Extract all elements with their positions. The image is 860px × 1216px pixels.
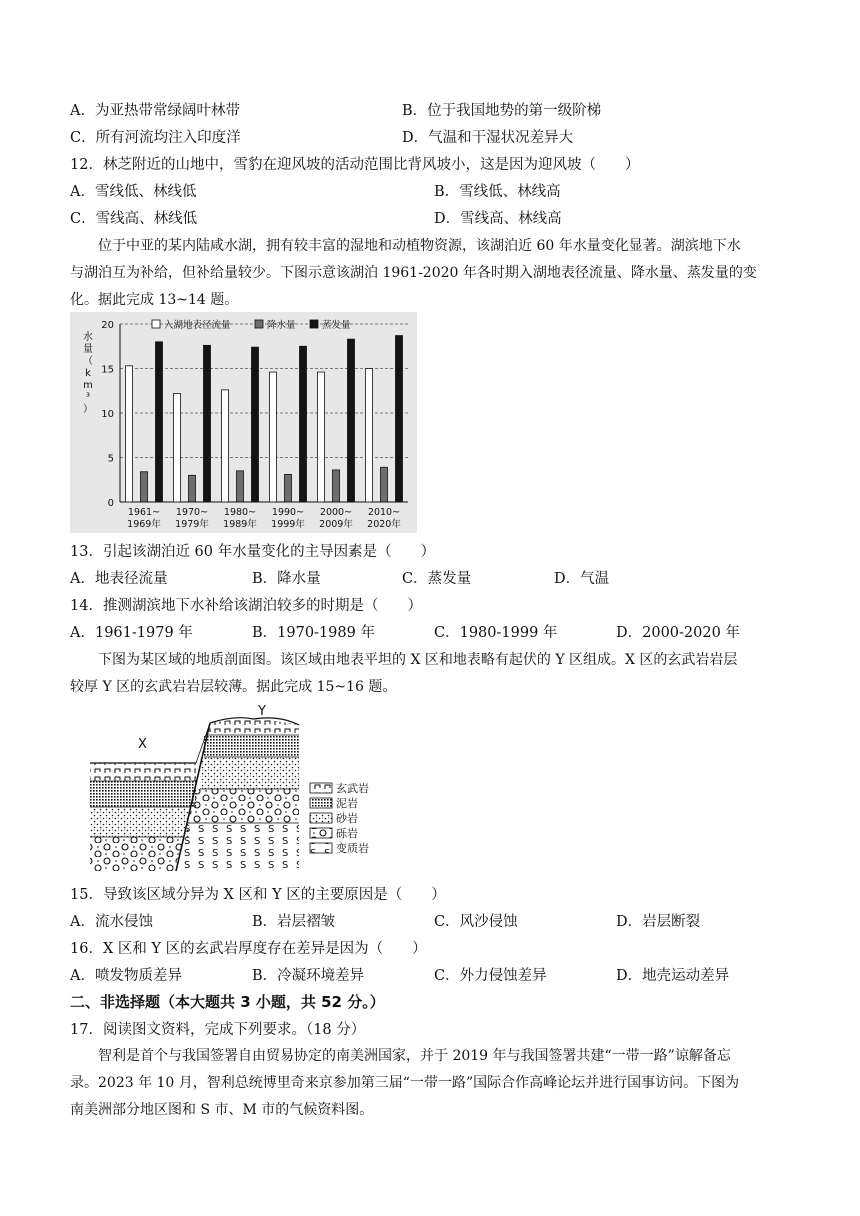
legend-label: 入湖地表径流量	[164, 320, 231, 331]
intro15-line-2: 较厚 Y 区的玄武岩岩层较薄。据此完成 15~16 题。	[70, 679, 397, 695]
geology-legend	[310, 781, 369, 855]
q16-option-c: C．外力侵蚀差异	[434, 968, 547, 984]
bar	[381, 467, 388, 502]
legend-label: 蒸发量	[322, 320, 351, 331]
q17-line-2: 录。2023 年 10 月，智利总统博里奇来京参加第三届“一带一路”国际合作高峰论坛并进行国事访问。下图为	[70, 1075, 740, 1091]
q15-stem: 15．导致该区域分异为 X 区和 Y 区的主要原因是（ ）	[70, 887, 446, 903]
chart-svg	[70, 312, 417, 533]
intro13-line-3: 化。据此完成 13~14 题。	[70, 292, 239, 308]
x-tick-label: 1980~	[223, 507, 257, 518]
y-axis-label-char: ³	[85, 392, 91, 403]
q17-stem: 17．阅读图文资料，完成下列要求。（18 分）	[70, 1022, 366, 1038]
x-tick-label: 1989年	[223, 519, 257, 530]
y-tick-label: 20	[101, 320, 114, 331]
intro13-line-2: 与湖泊互为补给，但补给量较少。下图示意该湖泊 1961-2020 年各时期入湖地表径流量、降水量、蒸发量的变	[70, 265, 757, 281]
legend-conglomerate: 砾岩	[336, 827, 358, 840]
x-tick-label: 1970~	[175, 507, 209, 518]
legend-swatch	[255, 320, 263, 328]
y-axis-label-char: ）	[83, 404, 93, 415]
label-y: Y	[258, 704, 266, 719]
bar	[318, 372, 325, 502]
q11-option-b: B．位于我国地势的第一级阶梯	[402, 103, 602, 119]
q11-option-a: A．为亚热带常绿阔叶林带	[70, 103, 240, 119]
q16-option-b: B．冷凝环境差异	[252, 968, 365, 984]
q13-option-a: A．地表径流量	[70, 571, 168, 587]
y-tick-label: 0	[107, 498, 114, 509]
x-tick-label: 1969年	[127, 519, 161, 530]
q14-option-a: A．1961-1979 年	[70, 625, 193, 641]
q17-line-1: 智利是首个与我国签署自由贸易协定的南美洲国家，并于 2019 年与我国签署共建“一带一路”谅解备忘	[98, 1048, 731, 1064]
y-axis-label-char: m	[83, 380, 93, 391]
q13-option-d: D．气温	[554, 571, 610, 587]
geology-section-figure	[84, 703, 404, 875]
q16-stem: 16．X 区和 Y 区的玄武岩厚度存在差异是因为（ ）	[70, 941, 427, 957]
q16-option-d: D．地壳运动差异	[616, 968, 730, 984]
q17-line-3: 南美洲部分地区图和 S 市、M 市的气候资料图。	[70, 1102, 374, 1118]
x-tick-label: 1999年	[271, 519, 305, 530]
bar	[141, 472, 148, 502]
q15-option-a: A．流水侵蚀	[70, 914, 153, 930]
x-tick-label: 2010~	[367, 507, 401, 518]
bar	[156, 342, 163, 502]
y-axis-label-char: （	[83, 356, 93, 367]
label-x: X	[138, 737, 147, 752]
x-tick-label: 2009年	[319, 519, 353, 530]
q11-option-c: C．所有河流均注入印度洋	[70, 130, 241, 146]
y-tick-label: 10	[101, 409, 114, 420]
water-balance-chart	[70, 312, 417, 533]
bar	[252, 347, 259, 502]
bar	[300, 346, 307, 502]
bar	[270, 372, 277, 502]
q14-option-b: B．1970-1989 年	[252, 625, 375, 641]
y-axis-label-char: 量	[83, 344, 93, 355]
intro15-line-1: 下图为某区域的地质剖面图。该区域由地表平坦的 X 区和地表略有起伏的 Y 区组成。X 区的玄武岩岩层	[98, 652, 738, 668]
q12-option-c: C．雪线高、林线低	[70, 211, 198, 227]
q15-option-c: C．风沙侵蚀	[434, 914, 518, 930]
x-tick-label: 1979年	[175, 519, 209, 530]
y-axis-label-char: k	[85, 368, 91, 379]
x-tick-label: 1961~	[127, 507, 161, 518]
bar	[126, 366, 133, 502]
bar	[333, 470, 340, 502]
q12-option-d: D．雪线高、林线高	[434, 211, 562, 227]
q14-option-d: D．2000-2020 年	[616, 625, 740, 641]
bar	[222, 390, 229, 502]
y-axis-label-char: 水	[83, 332, 93, 343]
q14-option-c: C．1980-1999 年	[434, 625, 558, 641]
legend-swatch	[152, 320, 160, 328]
q15-option-d: D．岩层断裂	[616, 914, 701, 930]
legend-mudstone: 泥岩	[336, 797, 358, 810]
q13-stem: 13．引起该湖泊近 60 年水量变化的主导因素是（ ）	[70, 544, 436, 560]
q13-option-b: B．降水量	[252, 571, 321, 587]
section-heading: 二、非选择题（本大题共 3 小题，共 52 分。）	[70, 993, 385, 1011]
bar	[366, 369, 373, 503]
bar	[174, 393, 181, 502]
intro13-line-1: 位于中亚的某内陆咸水湖，拥有较丰富的湿地和动植物资源，该湖泊近 60 年水量变化显著。湖滨地下水	[98, 238, 741, 254]
bar	[204, 345, 211, 502]
q12-option-a: A．雪线低、林线低	[70, 184, 197, 200]
q15-option-b: B．岩层褶皱	[252, 914, 336, 930]
x-tick-label: 2020年	[367, 519, 401, 530]
legend-label: 降水量	[267, 320, 296, 331]
y-tick-label: 15	[101, 364, 114, 376]
bar	[348, 339, 355, 502]
q14-stem: 14．推测湖滨地下水补给该湖泊较多的时期是（ ）	[70, 598, 422, 614]
q12-option-b: B．雪线低、林线高	[434, 184, 561, 200]
bar	[396, 336, 403, 502]
q11-option-d: D．气温和干湿状况差异大	[402, 130, 574, 146]
legend-sandstone: 砂岩	[336, 812, 358, 825]
q12-stem: 12．林芝附近的山地中，雪豹在迎风坡的活动范围比背风坡小，这是因为迎风坡（ ）	[70, 157, 640, 173]
y-block	[178, 718, 299, 871]
x-tick-label: 2000~	[319, 507, 353, 518]
legend-metamorphic: 变质岩	[336, 842, 369, 855]
legend-basalt: 玄武岩	[336, 782, 369, 795]
legend-swatch	[310, 320, 318, 328]
bar	[237, 471, 244, 502]
x-tick-label: 1990~	[271, 507, 305, 518]
bar	[285, 474, 292, 502]
bar	[189, 475, 196, 502]
q13-option-c: C．蒸发量	[402, 571, 472, 587]
geology-svg	[84, 703, 404, 875]
q16-option-a: A．喷发物质差异	[70, 968, 182, 984]
y-tick-label: 5	[107, 453, 114, 465]
